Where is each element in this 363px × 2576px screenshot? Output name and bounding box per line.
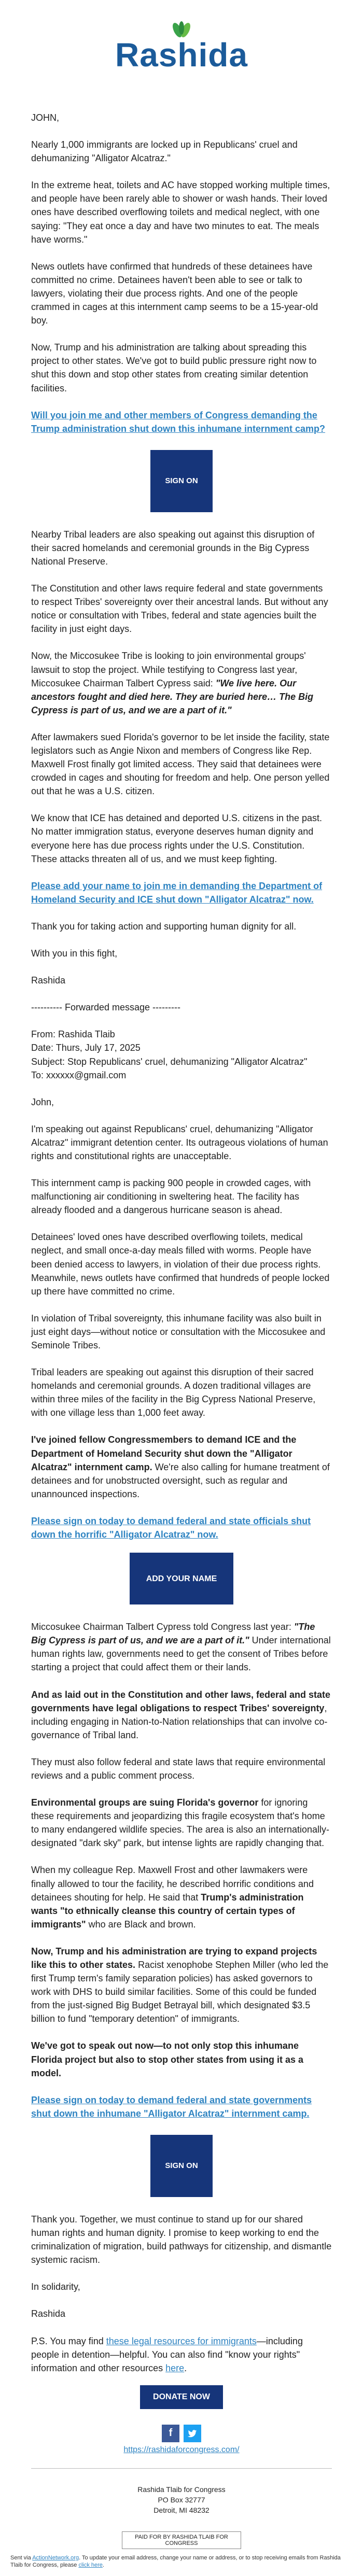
text: P.S. You may find [31, 2335, 106, 2346]
signature: Rashida [31, 975, 66, 986]
twitter-icon[interactable] [184, 2425, 201, 2442]
petition-link[interactable]: Please sign on today to demand federal and state governments shut down the inhumane "Alligator Alcatraz" internment camp. [31, 2094, 312, 2119]
text: Miccosukee Chairman Talbert Cypress told Congress last year: [31, 1622, 294, 1632]
paragraph: With you in this fight, [31, 948, 118, 959]
forward-divider: ---------- Forwarded message --------- [31, 1002, 180, 1013]
bird-icon [187, 2428, 198, 2439]
text: . [102, 2561, 104, 2568]
text: , including engaging in Nation-to-Nation relationships that can involve co-governance of Tribal land. [31, 1702, 328, 1740]
unsubscribe-text [0, 2554, 363, 2569]
text: who are Black and brown. [86, 1919, 196, 1930]
text: Racist xenophobe Stephen Miller (who led the first Trump term's family separation policies) has asked governors to work with DHS to build similar facilities. Some of this could be funded from the just-signed Big Budget Betrayal bill, which designated $3.5 billion to fund "temporary detention" of immigrants. [31, 1960, 329, 2024]
paragraph: They must also follow federal and state laws that require environmental reviews and a public comment process. [31, 1756, 326, 1781]
social-links [0, 2425, 363, 2442]
forwarded-header [31, 1001, 332, 1081]
paragraph: In solidarity, [31, 2282, 80, 2292]
paragraph [31, 649, 332, 716]
actionnetwork-link[interactable]: ActionNetwork.org [32, 2554, 79, 2561]
text: We're also calling for humane treatment of detainees and for unobstructed oversight, such as regular and unannounced inspections. [31, 1461, 330, 1499]
quote: "We live here. Our ancestors fought and died here. They are buried here… The Big Cypress is part of us, and we are a part of it." [31, 678, 314, 715]
mailing-address [0, 2484, 363, 2516]
text: . To update your email address, change your name or address, or to stop receiving emails from Rashida Tlaib for Congress, please [10, 2554, 341, 2568]
paragraph: Thank you. Together, we must continue to stand up for our shared human rights and human dignity. I promise to keep working to end the criminalization of migration, build pathways for citizenship, and dismantle systemic racism. [31, 2214, 332, 2265]
donate-button[interactable]: DONATE NOW [140, 2385, 223, 2409]
text: for ignoring these requirements and jeopardizing this fragile ecosystem that's home to many endangered wildlife species. The area is also an internationally-designated "dark sky" park, but intense lights are rapidly changing that. [31, 1797, 329, 1849]
resources-here-link[interactable]: here [165, 2362, 185, 2373]
leaf-logo-icon [167, 21, 196, 41]
paragraph: I'm speaking out against Republicans' cruel, dehumanizing "Alligator Alcatraz" immigrant detention center. Its outrageous violations of human rights and constitutional rights are unacceptable. [31, 1123, 328, 1161]
paragraph: Now, Trump and his administration are talking about spreading this project to other states. We've got to build public pressure right now to shut this down and stop other states from creating similar detention facilities. [31, 342, 317, 393]
facebook-icon[interactable]: f [162, 2425, 179, 2442]
paragraph [31, 1863, 332, 1931]
po-box: PO Box 32777 [158, 2496, 205, 2504]
text: When my colleague Rep. Maxwell Frost and other lawmakers were finally allowed to tour the facility, he described horrific conditions and detainees shouting for help. He said that [31, 1865, 314, 1903]
paragraph [31, 1433, 332, 1500]
website-link[interactable]: https://rashidaforcongress.com/ [123, 2445, 240, 2454]
text: Sent via [10, 2554, 33, 2561]
paragraph [31, 2039, 332, 2079]
text: Now, the Miccosukee Tribe is looking to join environmental groups' lawsuit to stop the project. While testifying to Congress last year, Miccosukee Chairman Talbert Cypress said: [31, 651, 306, 688]
logo-wordmark: Rashida [115, 36, 248, 74]
petition-link[interactable]: Will you join me and other members of Congress demanding the Trump administration shut down this inhumane internment camp? [31, 410, 326, 434]
bold-text: And as laid out in the Constitution and other laws, federal and state governments have legal obligations to respect Tribes' sovereignty [31, 1689, 331, 1713]
paragraph [31, 1945, 332, 2026]
bold-text: Now, Trump and his administration are trying to expand projects like this to other states. [31, 1946, 317, 1970]
paragraph: The Constitution and other laws require federal and state governments to respect Tribes' sovereignty over their ancestral lands. But without any notice or consultation with Tribes, federal and state agencies built the facility in just eight days. [31, 583, 328, 635]
paragraph [31, 1620, 332, 1674]
paragraph: Detainees' loved ones have described overflowing toilets, medical neglect, and small once-a-day meals filled with worms. People have been denied access to lawyers, in violation of their due process rights. Meanwhile, news outlets have confirmed that hundreds of people locked up there have committed no crime. [31, 1232, 330, 1297]
greeting: JOHN, [31, 112, 59, 123]
text: —including people in detention—helpful. You can also find "know your rights" information and other resources [31, 2335, 303, 2373]
paragraph: Nearby Tribal leaders are also speaking out against this disruption of their sacred homelands and ceremonial grounds in the Big Cypress National Preserve. [31, 529, 315, 567]
forward-subject: Subject: Stop Republicans' cruel, dehumanizing "Alligator Alcatraz" [31, 1056, 308, 1067]
petition-link[interactable]: Please add your name to join me in demanding the Department of Homeland Security and ICE shut down "Alligator Alcatraz" now. [31, 880, 323, 905]
greeting: John, [31, 1096, 54, 1107]
paid-for-disclaimer: PAID FOR BY RASHIDA TLAIB FOR CONGRESS [122, 2531, 241, 2549]
postscript [31, 2334, 332, 2375]
paragraph [31, 1796, 332, 1850]
forward-from: From: Rashida Tlaib [31, 1029, 115, 1040]
signature: Rashida [31, 2308, 66, 2319]
sign-on-button[interactable]: SIGN ON [150, 2135, 213, 2197]
paragraph [31, 1688, 332, 1742]
paragraph: Thank you for taking action and supporting human dignity for all. [31, 921, 297, 932]
paragraph: In the extreme heat, toilets and AC have stopped working multiple times, and people have been rarely able to shower or wash hands. Their loved ones have described overflowing toilets and medical neglect, with one saying: "They eat once a day and have two minutes to eat. The meals have worms." [31, 180, 330, 245]
add-your-name-button[interactable]: ADD YOUR NAME [130, 1553, 233, 1604]
divider [31, 2468, 332, 2469]
org-name: Rashida Tlaib for Congress [137, 2485, 226, 2494]
paragraph: News outlets have confirmed that hundreds of these detainees have committed no crime. Detainees haven't been able to see or talk to lawyers, violating their due process rights. And one of the people crammed in cages at this internment camp seems to be a 15-year-old boy. [31, 261, 318, 326]
bold-text: We've got to speak out now—to not only stop this inhumane Florida project but also to stop other states from using it as a model. [31, 2040, 304, 2078]
text: . [184, 2362, 187, 2373]
petition-link[interactable]: Please sign on today to demand federal and state officials shut down the horrific "Alligator Alcatraz" now. [31, 1515, 311, 1540]
city: Detroit, MI 48232 [153, 2506, 210, 2515]
text: Under international human rights law, governments need to get the consent of Tribes before starting a project that could affect them or their lands. [31, 1635, 331, 1673]
paragraph: After lawmakers sued Florida's governor to be let inside the facility, state legislators such as Angie Nixon and members of Congress like Rep. Maxwell Frost finally got limited access. They said that detainees were crowded in cages and shouting for freedom and help. One person yelled out that he was a U.S. citizen. [31, 731, 330, 797]
forward-date: Date: Thurs, July 17, 2025 [31, 1043, 141, 1053]
paragraph: In violation of Tribal sovereignty, this inhumane facility was also built in just eight days—without notice or consultation with the Miccosukee and Seminole Tribes. [31, 1313, 326, 1350]
email-body [0, 73, 363, 2409]
logo [0, 0, 363, 73]
unsubscribe-link[interactable]: click here [78, 2561, 103, 2568]
paragraph: We know that ICE has detained and deported U.S. citizens in the past. No matter immigration status, everyone deserves human dignity and everyone here has due process rights under the U.S. Constitution. These attacks threaten all of us, and we must keep fighting. [31, 813, 322, 864]
sign-on-button[interactable]: SIGN ON [150, 450, 213, 512]
quote: "The Big Cypress is part of us, and we are a part of it." [31, 1622, 315, 1646]
paragraph: Nearly 1,000 immigrants are locked up in Republicans' cruel and dehumanizing "Alligator Alcatraz." [31, 139, 298, 164]
forward-to: To: xxxxxx@gmail.com [31, 1069, 127, 1080]
bold-text: I've joined fellow Congressmembers to demand ICE and the Department of Homeland Security shut down the "Alligator Alcatraz" internment camp. [31, 1434, 297, 1472]
bold-text: Environmental groups are suing Florida's governor [31, 1797, 259, 1808]
bold-text: Trump's administration wants "to ethnically cleanse this country of certain types of immigrants" [31, 1892, 304, 1930]
paragraph: Tribal leaders are speaking out against this disruption of their sacred homelands and ceremonial grounds. A dozen traditional villages are within three miles of the facility in the Big Cypress National Preserve, with one village less than 1,000 feet away. [31, 1367, 316, 1418]
paragraph: This internment camp is packing 900 people in crowded cages, with malfunctioning air conditioning in sweltering heat. The facility has already flooded and a dangerous hurricane season is ahead. [31, 1178, 311, 1216]
legal-resources-link[interactable]: these legal resources for immigrants [106, 2335, 257, 2346]
